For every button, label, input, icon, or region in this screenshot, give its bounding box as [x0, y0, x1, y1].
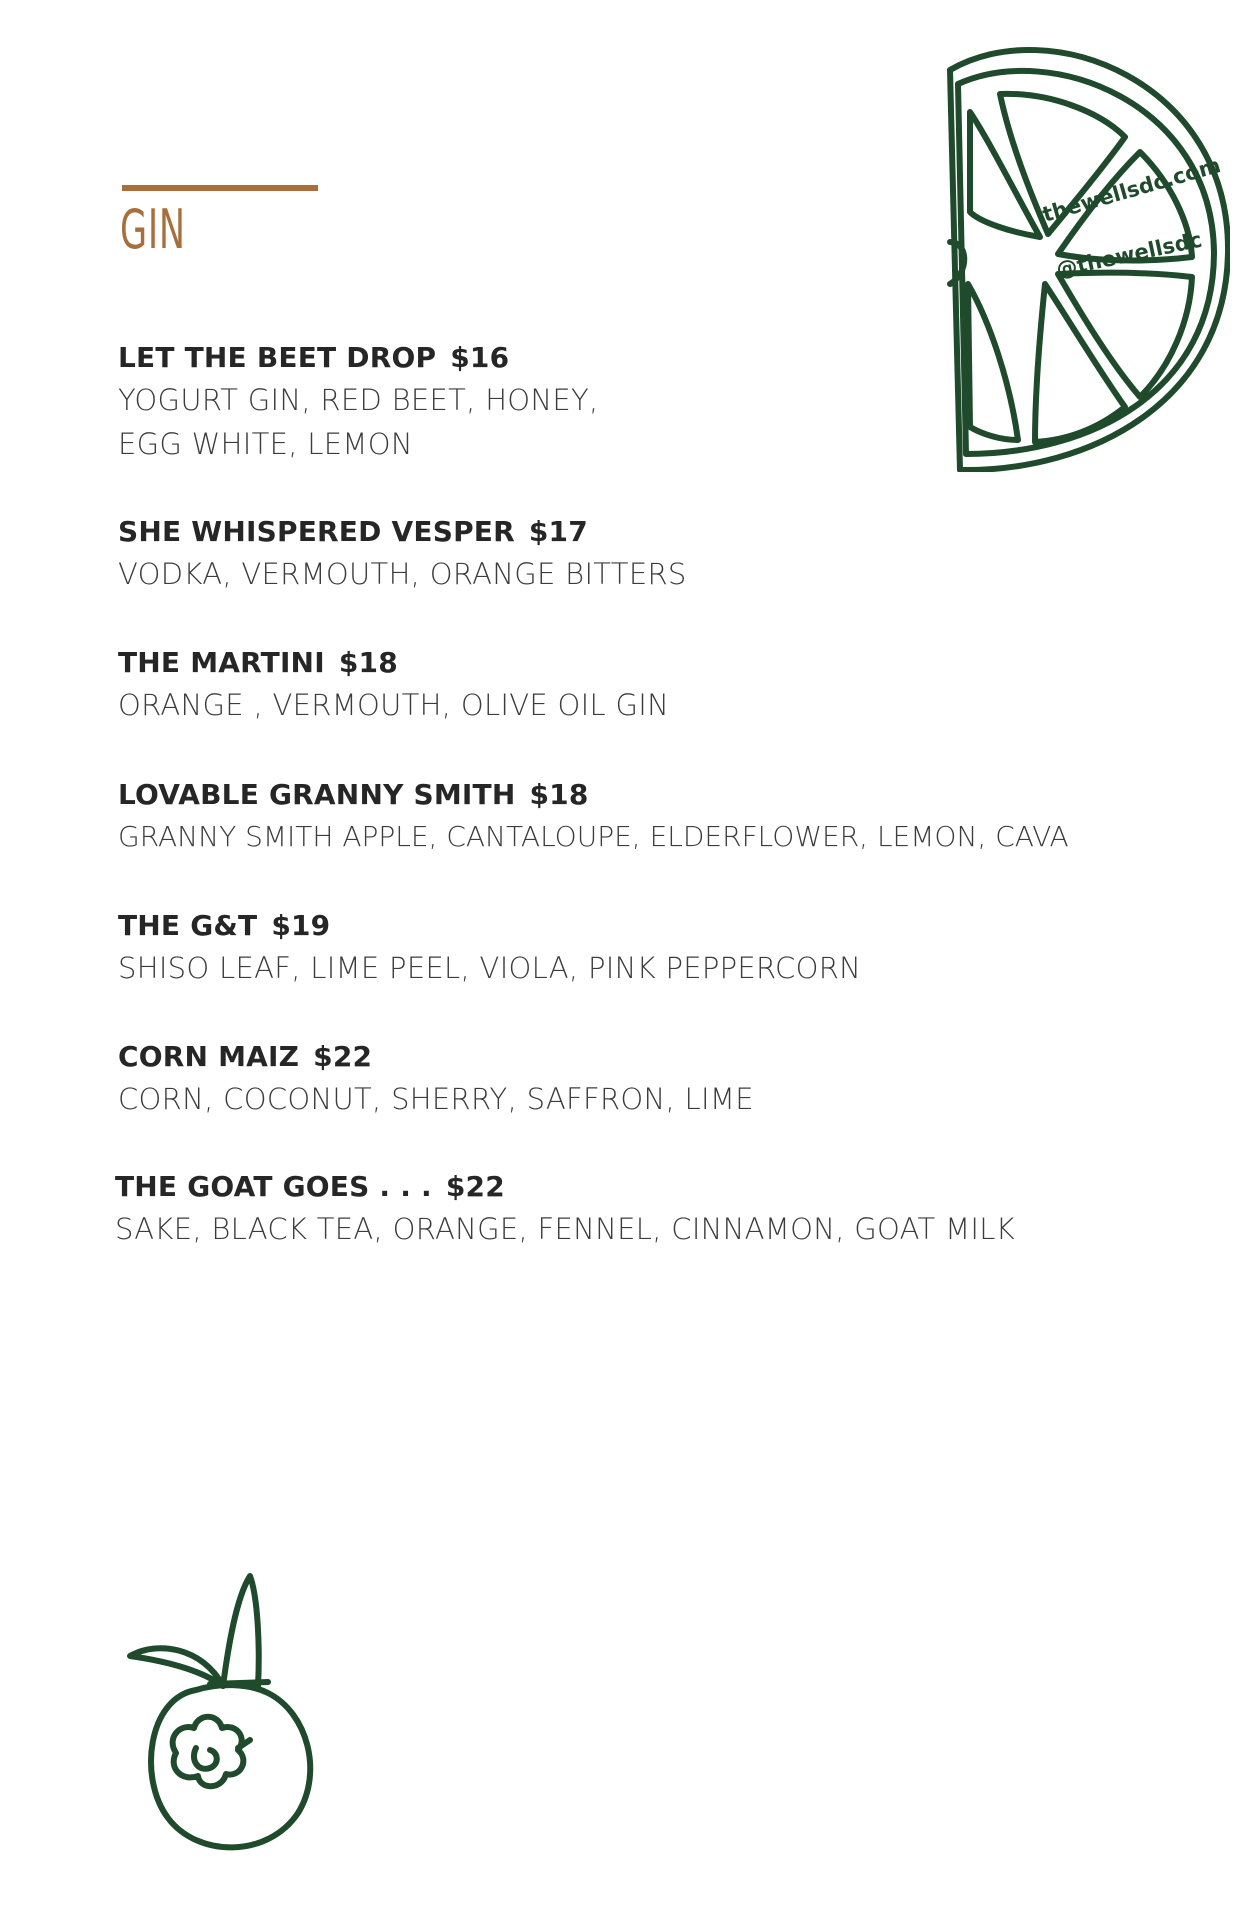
- menu-item-price: $19: [271, 909, 331, 942]
- menu-item-description-line: EGG WHITE, LEMON: [118, 427, 413, 461]
- menu-item: [118, 338, 599, 466]
- menu-item-description-line: VODKA, VERMOUTH, ORANGE BITTERS: [118, 557, 687, 591]
- menu-item-description: [118, 1077, 754, 1121]
- website-text[interactable]: thewellsdc.com: [1039, 153, 1224, 227]
- menu-item-header: [118, 338, 599, 378]
- menu-item-name: LET THE BEET DROP: [118, 341, 437, 374]
- menu-item-description: [118, 552, 687, 596]
- menu-item: [118, 643, 669, 727]
- fruit-sketch-logo: [118, 1568, 328, 1868]
- menu-item-description: [118, 378, 599, 466]
- menu-item-name: CORN MAIZ: [118, 1040, 300, 1073]
- menu-item-header: [118, 643, 669, 683]
- menu-item-header: [115, 1167, 1015, 1207]
- menu-item-description-line: SHISO LEAF, LIME PEEL, VIOLA, PINK PEPPERCORN: [118, 951, 862, 985]
- menu-item-description: [115, 1207, 1015, 1251]
- menu-item-name: LOVABLE GRANNY SMITH: [118, 778, 516, 811]
- menu-item-description-line: GRANNY SMITH APPLE, CANTALOUPE, ELDERFLOWER, LEMON, CAVA: [118, 820, 1069, 853]
- menu-item-price: $18: [529, 778, 589, 811]
- menu-item: [118, 1037, 754, 1121]
- menu-item-description: [118, 946, 861, 990]
- menu-item: [118, 906, 861, 990]
- menu-item-header: [118, 512, 687, 552]
- menu-item-name: SHE WHISPERED VESPER: [118, 515, 515, 548]
- menu-item-name: THE MARTINI: [118, 646, 325, 679]
- section-title: GIN: [120, 198, 186, 261]
- menu-item-price: $18: [338, 646, 398, 679]
- menu-item-description-line: ORANGE , VERMOUTH, OLIVE OIL GIN: [118, 688, 670, 722]
- menu-item-name: THE GOAT GOES . . .: [115, 1170, 432, 1203]
- menu-item-name: THE G&T: [118, 909, 258, 942]
- menu-item-description-line: YOGURT GIN, RED BEET, HONEY,: [118, 383, 599, 417]
- menu-item-description: [118, 683, 669, 727]
- menu-item: [118, 775, 1069, 859]
- menu-item-price: $16: [450, 341, 510, 374]
- menu-item-price: $17: [528, 515, 588, 548]
- menu-item-price: $22: [313, 1040, 373, 1073]
- menu-item-header: [118, 1037, 754, 1077]
- menu-item-description-line: CORN, COCONUT, SHERRY, SAFFRON, LIME: [118, 1082, 754, 1116]
- menu-item-description: [118, 815, 1069, 859]
- menu-item: [118, 512, 687, 596]
- menu-item-header: [118, 775, 1069, 815]
- menu-item-description-line: SAKE, BLACK TEA, ORANGE, FENNEL, CINNAMON, GOAT MILK: [115, 1212, 1016, 1246]
- menu-item-header: [118, 906, 861, 946]
- menu-item-price: $22: [445, 1170, 505, 1203]
- social-handle-text[interactable]: @thewellsdc: [1054, 227, 1205, 282]
- menu-item: [115, 1167, 1015, 1251]
